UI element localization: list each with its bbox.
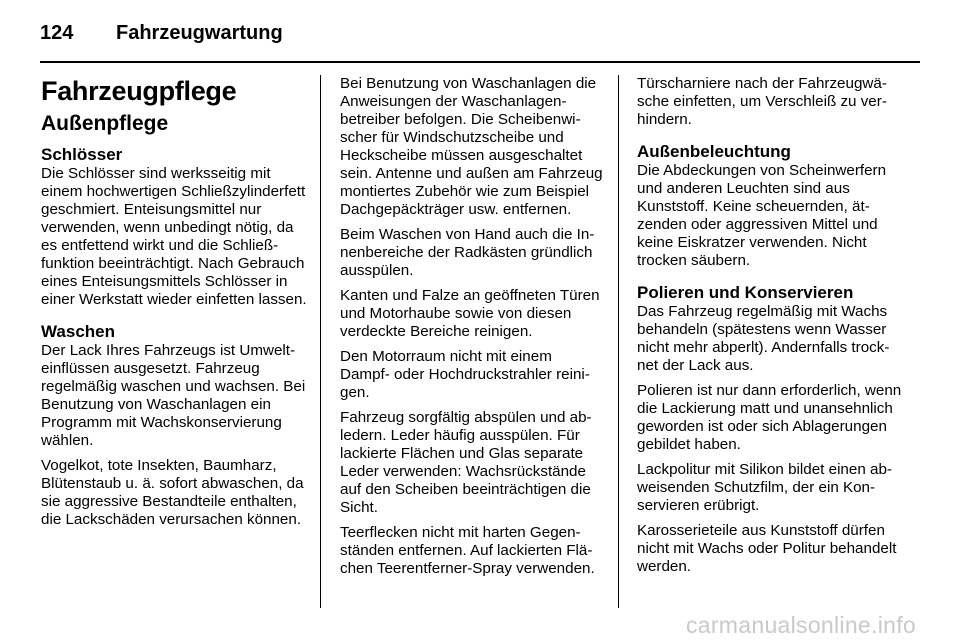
paragraph: Der Lack Ihres Fahrzeugs ist Umwelteinflüssen ausgesetzt. Fahrzeug regelmäßig waschen und wachsen. Bei Benutzung von Waschanlagen ein Programm mit Wachskonservierung wählen. [41,342,306,449]
paragraph: Das Fahrzeug regelmäßig mit Wachs behandeln (spätestens wenn Wasser nicht mehr abperlt). Andernfalls trocknet der Lack aus. [637,303,890,374]
watermark-text: carmanualsonline.info [685,612,916,638]
section-heading: Waschen [41,322,116,341]
paragraph: Karosserieteile aus Kunststoff dürfen nicht mit Wachs oder Politur behandelt werden. [637,522,897,575]
section-schloesser [41,145,307,309]
paragraph: Türscharniere nach der Fahrzeugwäsche einfetten, um Verschleiß zu verhindern. [637,75,887,128]
paragraph: Bei Benutzung von Waschanlagen die Anweisungen der Waschanlagenbetreiber befolgen. Die Scheibenwischer für Windschutzscheibe und Heckscheibe müssen ausgeschaltet sein. Antenne und außen am Fahrzeug montiertes Zubehör wie zum Beispiel Dachgepäckträger usw. entfernen. [340,75,603,218]
paragraph: Fahrzeug sorgfältig abspülen und abledern. Leder häufig ausspülen. Für lackierte Flächen und Glas separate Leder verwenden: Wachsrückstände auf den Scheiben beeinträchtigen die Sicht. [340,409,592,516]
paragraph: Den Motorraum nicht mit einem Dampf- oder Hochdruckstrahler reinigen. [340,348,590,401]
section-heading: Schlösser [41,145,123,164]
page-title: Fahrzeugpflege [41,76,237,106]
column-divider [618,75,619,608]
column-2 [340,75,604,585]
paragraph: Vogelkot, tote Insekten, Baumharz, Blütenstaub u. ä. sofort abwaschen, da sie aggressive Bestandteile enthalten, die Lackschäden verursachen können. [41,457,304,528]
column-3 [637,75,903,583]
header-rule [40,61,920,63]
paragraph: Die Abdeckungen von Scheinwerfern und anderen Leuchten sind aus Kunststoff. Keine scheuernden, ätzenden oder aggressiven Mittel und keine Eiskratzer verwenden. Nicht trocken säubern. [637,162,887,269]
chapter-title: Fahrzeugwartung [116,21,283,44]
paragraph: Teerflecken nicht mit harten Gegenständen entfernen. Auf lackierten Flächen Teerentferner-Spray verwenden. [340,524,595,577]
page-subtitle: Außenpflege [41,112,169,135]
paragraph: Kanten und Falze an geöffneten Türen und Motorhaube sowie von diesen verdeckte Bereiche reinigen. [340,287,600,340]
paragraph: Lackpolitur mit Silikon bildet einen abweisenden Schutzfilm, der ein Konservieren erübrigt. [637,461,892,514]
page-header [40,18,283,48]
paragraph: Beim Waschen von Hand auch die Innenbereiche der Radkästen gründlich ausspülen. [340,226,595,279]
page-number: 124 [40,21,74,44]
paragraph: Polieren ist nur dann erforderlich, wenn die Lackierung matt und unansehnlich geworden ist oder sich Ablagerungen gebildet haben. [637,382,902,453]
section-aussenbeleuchtung [637,142,903,270]
section-tuerscharniere [637,75,903,129]
section-polieren [637,283,903,576]
paragraph: Die Schlösser sind werksseitig mit einem hochwertigen Schließzylinderfett geschmiert. Enteisungsmittel nur verwenden, wenn unbedingt nötig, da es entfettend wirkt und die Schließfunktion beeinträchtigt. Nach Gebrauch eines Enteisungsmittels Schlösser in einer Werkstatt wieder einfetten lassen. [41,165,307,308]
section-heading: Polieren und Konservieren [637,283,854,302]
section-heading: Außenbeleuchtung [637,142,791,161]
column-1 [41,75,307,536]
column-divider [320,75,321,608]
section-waschen [41,322,307,529]
